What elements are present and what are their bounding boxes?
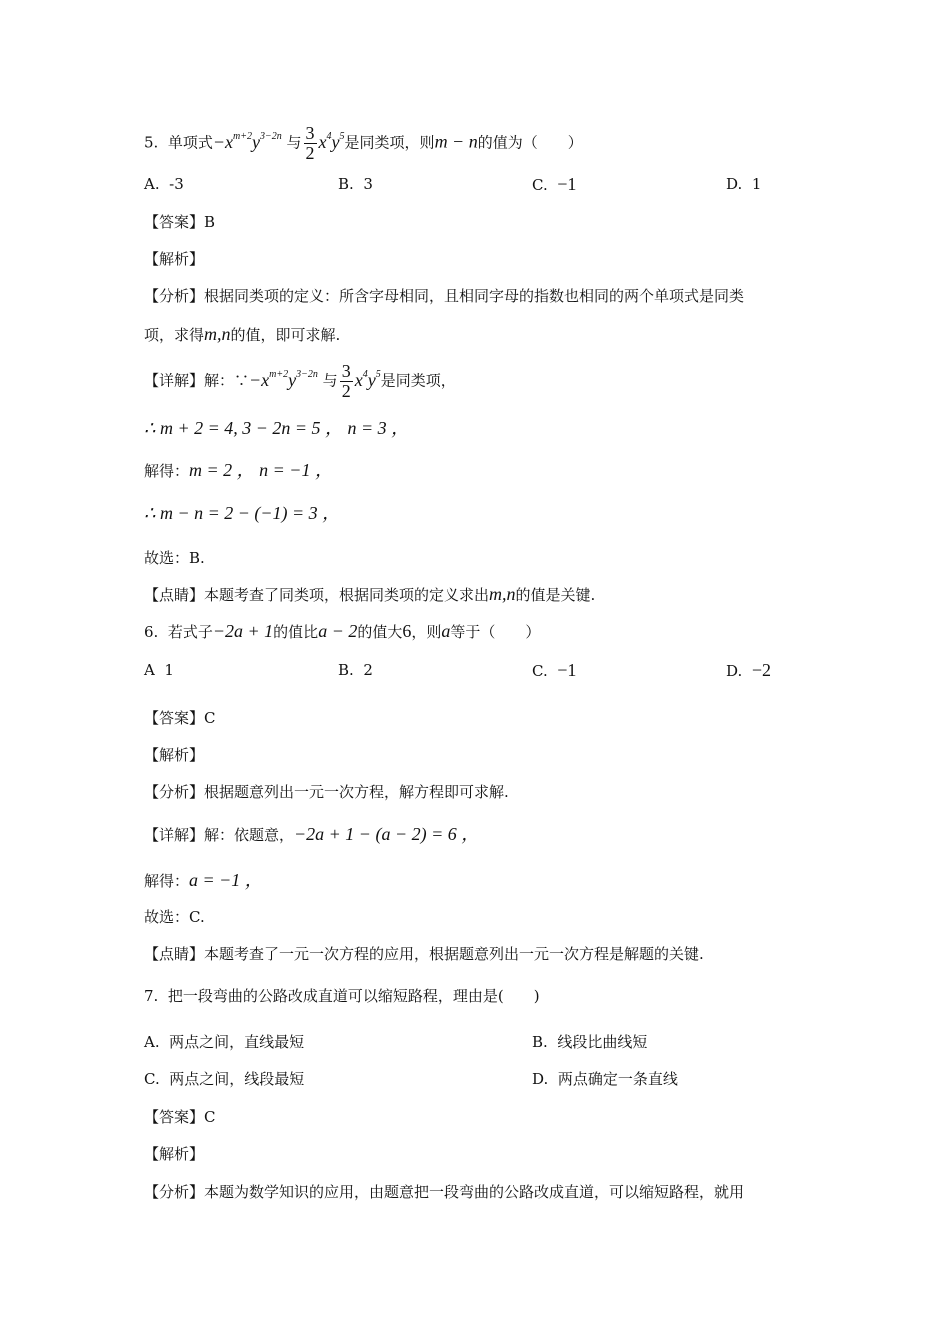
q5-jiexi: 【解析】: [144, 250, 205, 268]
q5-detail: 【详解】解：$\because-x^{m+2}y^{3-2n}$ 与 $\frac{3}{2}$ $x^4y^5$是同类项，: [144, 361, 456, 401]
q5-step3: ∴ m − n = 2 − (−1) = 3 ，: [144, 503, 341, 523]
q5-analysis-line2: 项，求得m,n的值，即可求解.: [144, 324, 341, 344]
q5-step1: ∴ m + 2 = 4, 3 − 2n = 5 ， n = 3 ，: [144, 418, 410, 438]
q6-detail: 【详解】解：依题意，−2a + 1 − (a − 2) = 6 ，: [144, 824, 480, 844]
q5-answer: 【答案】B: [144, 213, 216, 231]
fraction: $\frac{3}{2}$: [341, 361, 351, 401]
q6-option-d: D. −2: [726, 660, 771, 680]
q5-option-a: A. -3: [144, 175, 184, 193]
q6-jiexi: 【解析】: [144, 746, 205, 764]
q6-stem: 6. 若式子−2a + 1的值比a − 2的值大6，则a等于（ ）: [144, 621, 541, 641]
q5-number: 5.: [144, 133, 159, 152]
q5-analysis-line1: 【分析】根据同类项的定义：所含字母相同，且相同字母的指数也相同的两个单项式是同类: [144, 287, 745, 305]
q6-comment: 【点睛】本题考查了一元一次方程的应用，根据题意列出一元一次方程是解题的关键.: [144, 945, 704, 963]
q5-option-b: B. 3: [338, 175, 373, 193]
q7-option-c: C. 两点之间，线段最短: [144, 1070, 305, 1088]
q6-choose: 故选：C.: [144, 908, 205, 926]
q5-option-d: D. 1: [726, 175, 762, 193]
q5-option-c: C. −1: [532, 174, 577, 194]
q6-answer: 【答案】C: [144, 709, 216, 727]
q6-option-a: A 1: [144, 661, 174, 679]
q6-option-b: B. 2: [338, 661, 373, 679]
fraction: $\frac{3}{2}$: [305, 123, 315, 163]
q7-jiexi: 【解析】: [144, 1145, 205, 1163]
q7-option-b: B. 线段比曲线短: [532, 1033, 648, 1051]
q7-option-a: A. 两点之间，直线最短: [144, 1033, 305, 1051]
q5-choose: 故选：B.: [144, 549, 205, 567]
q5-stem: 5. 单项式$-x^{m+2}y^{3-2n}$ 与 $\frac{3}{2}$ $x^4y^5$是同类项，则m − n的值为（ ）: [144, 123, 583, 163]
q7-analysis: 【分析】本题为数学知识的应用，由题意把一段弯曲的公路改成直道，可以缩短路程，就用: [144, 1183, 745, 1201]
q6-option-c: C. −1: [532, 660, 577, 680]
q7-option-d: D. 两点确定一条直线: [532, 1070, 678, 1088]
q7-stem: 7. 把一段弯曲的公路改成直道可以缩短路程，理由是( ): [144, 987, 540, 1005]
q6-step1: 解得：a = −1 ，: [144, 870, 263, 890]
q6-analysis: 【分析】根据题意列出一元一次方程，解方程即可求解.: [144, 783, 509, 801]
q5-step2: 解得：m = 2 ， n = −1 ，: [144, 460, 333, 480]
q5-comment: 【点睛】本题考查了同类项，根据同类项的定义求出m,n的值是关键.: [144, 584, 596, 604]
q7-answer: 【答案】C: [144, 1108, 216, 1126]
